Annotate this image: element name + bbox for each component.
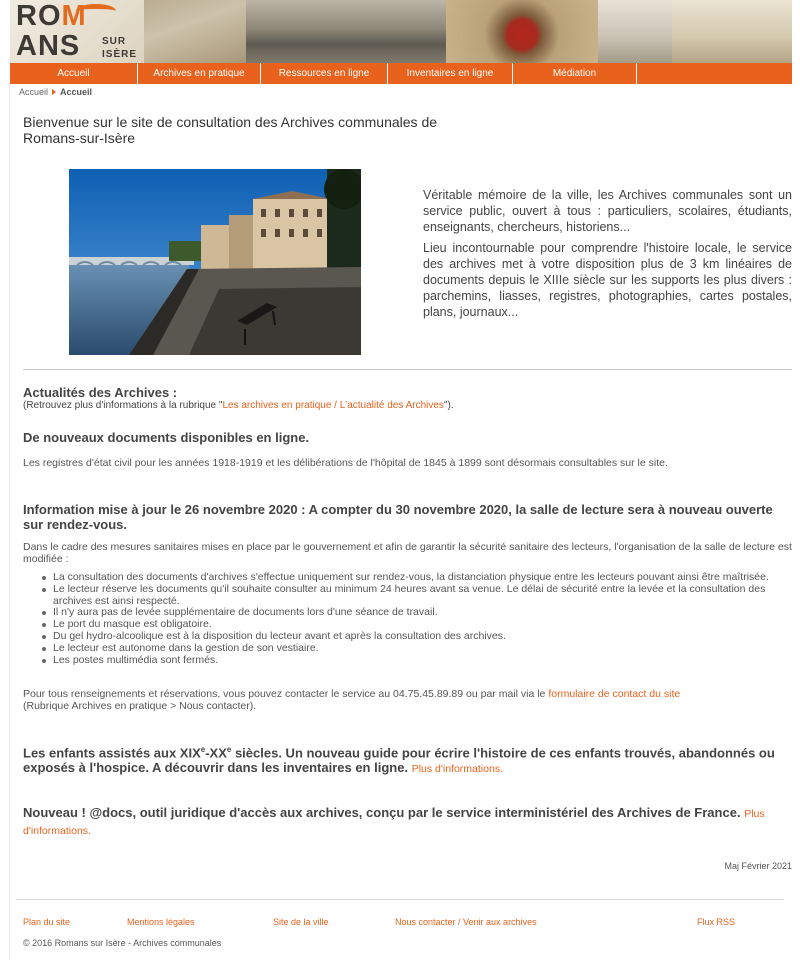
footer-link-site-de-la-ville[interactable]: Site de la ville — [273, 917, 329, 927]
left-rule — [9, 84, 10, 960]
list-item: La consultation des documents d'archives s'effectue uniquement sur rendez-vous, la distanciation physique entre les lecteurs pouvant ainsi être maîtrisée. — [40, 572, 792, 584]
logo-isere: ISÈRE — [102, 49, 138, 60]
list-item: Le port du masque est obligatoire. — [40, 619, 792, 631]
footer-divider — [16, 899, 784, 900]
nav-item-mediation[interactable]: Médiation — [513, 63, 637, 84]
archives-news-link[interactable]: Les archives en pratique / L'actualité des Archives — [222, 400, 444, 411]
intro-text — [423, 187, 792, 325]
copyright: © 2016 Romans sur Isère - Archives communales — [23, 938, 222, 948]
banner-postcard-image — [672, 0, 792, 63]
news-section-title: Actualités des Archives : — [23, 385, 178, 400]
footer-link-rss[interactable]: Flux RSS — [697, 917, 736, 927]
banner-town-photo — [246, 0, 446, 63]
site-logo[interactable] — [10, 0, 144, 63]
page-title: Bienvenue sur le site de consultation des Archives communales de Romans-sur-Isère — [23, 114, 438, 146]
footer-link-mentions-legales[interactable]: Mentions légales — [127, 917, 195, 927]
news3-title: Les enfants assistés aux XIXe-XXe siècles. Un nouveau guide pour écrire l'histoire de ces enfants trouvés, abandonnés ou exposés à l'hospice. A découvrir dans les inventaires en ligne. Plus d'informations. — [23, 745, 775, 776]
nav-filler — [637, 63, 792, 84]
news2-rules-list — [40, 572, 792, 666]
logo-word-top: ROM — [16, 0, 87, 32]
list-item: Il n'y aura pas de levée supplémentaire de documents lors d'une séance de travail. — [40, 607, 792, 619]
news1-title: De nouveaux documents disponibles en ligne. — [23, 430, 310, 445]
news4-title: Nouveau ! @docs, outil juridique d'accès aux archives, conçu par le service interministériel des Archives de France. Plus d'informations. — [23, 805, 765, 837]
breadcrumb — [19, 87, 92, 97]
news3-more-link[interactable]: Plus d'informations. — [411, 763, 503, 776]
main-nav — [10, 63, 792, 84]
logo-sur: SUR — [102, 36, 127, 47]
footer-link-plan-du-site[interactable]: Plan du site — [23, 917, 71, 927]
banner-manuscript-image — [144, 0, 246, 63]
list-item: Le lecteur est autonome dans la gestion de son vestiaire. — [40, 643, 792, 655]
news2-intro: Dans le cadre des mesures sanitaires mises en place par le gouvernement et afin de garantir la sécurité sanitaire des lecteurs, l'organisation de la salle de lecture est modifiée : — [23, 541, 792, 565]
footer-link-contact[interactable]: Nous contacter / Venir aux archives — [395, 917, 537, 927]
intro-paragraph-2: Lieu incontournable pour comprendre l'histoire locale, le service des archives met à votre disposition plus de 3 km linéaires de documents depuis le XIIIe siècle sur les supports les plus divers : parchemins, liasses, registres, photographies, cartes postales, plans, journaux... — [423, 241, 792, 319]
intro-paragraph-1: Véritable mémoire de la ville, les Archives communales sont un service public, ouvert à tous : particuliers, scolaires, étudiants, enseignants, chercheurs, historiens... — [423, 188, 792, 234]
news-section-subtitle: (Retrouvez plus d'informations à la rubrique "Les archives en pratique / L'actualité des Archives"). — [23, 400, 454, 411]
divider — [23, 369, 792, 370]
list-item: Du gel hydro-alcoolique est à la disposition du lecteur avant et après la consultation des archives. — [40, 631, 792, 643]
list-item: Les postes multimédia sont fermés. — [40, 655, 792, 667]
contact-form-link[interactable]: formulaire de contact du site — [548, 688, 681, 700]
riverside-photo — [69, 169, 361, 355]
breadcrumb-current: Accueil — [60, 87, 93, 97]
breadcrumb-root-link[interactable]: Accueil — [19, 87, 49, 97]
nav-item-ressources-en-ligne[interactable]: Ressources en ligne — [261, 63, 388, 84]
news2-contact: Pour tous renseignements et réservations, vous pouvez contacter le service au 04.75.45.89.89 ou par mail via le formulaire de contact du site (Rubrique Archives en pratique > Nous contacter). — [23, 688, 681, 712]
banner-wax-seal-image — [446, 0, 598, 63]
list-item: Le lecteur réserve les documents qu'il souhaite consulter au minimum 24 heures avant sa venue. Le délai de sécurité entre la levée et la consultation des archives est ainsi respecté. — [40, 584, 792, 608]
nav-item-archives-en-pratique[interactable]: Archives en pratique — [138, 63, 261, 84]
nav-item-accueil[interactable]: Accueil — [10, 63, 138, 84]
banner-tree-image — [598, 0, 672, 63]
news4-more-link[interactable]: Plus d'informations. — [23, 808, 765, 837]
breadcrumb-arrow-icon — [52, 89, 56, 95]
news2-title: Information mise à jour le 26 novembre 2020 : A compter du 30 novembre 2020, la salle de lecture sera à nouveau ouverte sur rendez-vous. — [23, 502, 773, 532]
last-update: Maj Février 2021 — [724, 861, 792, 871]
header-banner — [10, 0, 792, 63]
nav-item-inventaires-en-ligne[interactable]: Inventaires en ligne — [388, 63, 513, 84]
logo-word-bottom: ANS — [16, 30, 81, 62]
news1-text: Les registres d'état civil pour les années 1918-1919 et les délibérations de l'hôpital de 1845 à 1899 sont désormais consultables sur le site. — [23, 457, 668, 469]
